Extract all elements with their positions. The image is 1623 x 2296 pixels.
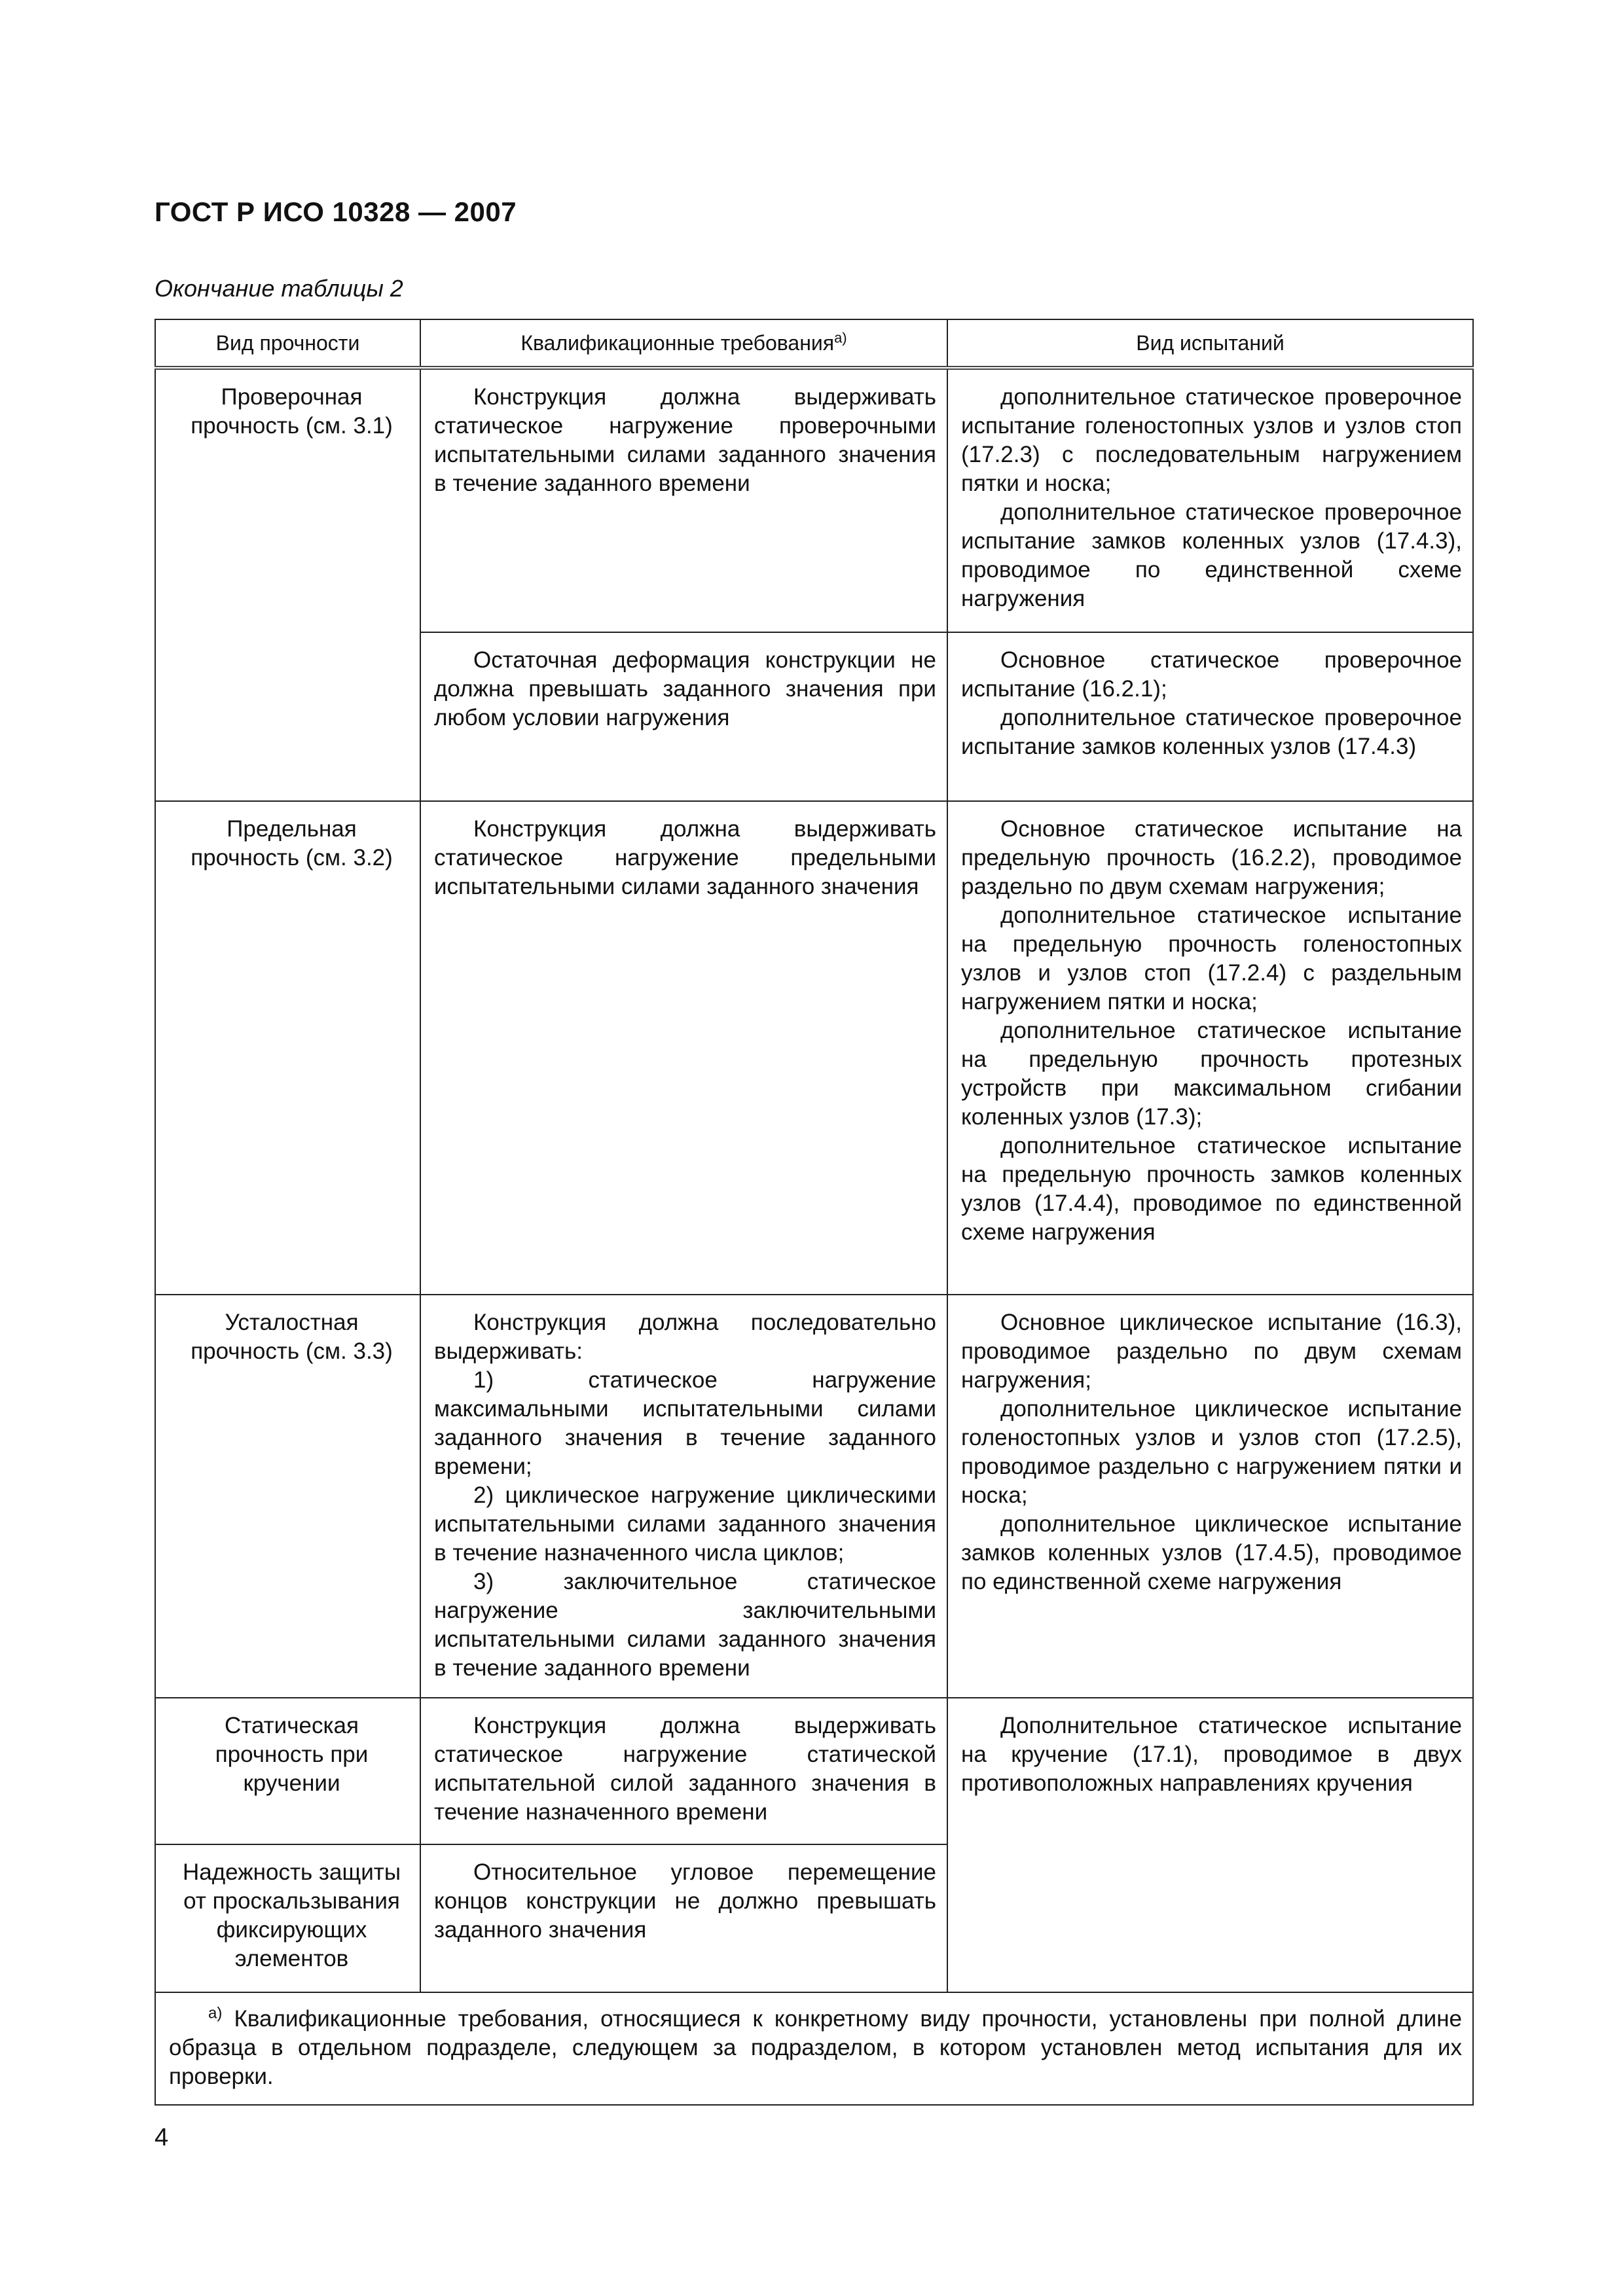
row-proof-requirement-a: Конструкция должна выдерживать статическое нагружение проверочными испытательными силами заданного значения в течение заданного времени <box>420 368 947 632</box>
row-ultimate-tests: Основное статическое испытание на предельную прочность (16.2.2), проводимое раздельно по двум схемам нагружения; дополнительное статическое испытание на предельную прочность голеностопных узлов и узлов стоп (17.2.4) с раздельным нагружением пятки и носка; дополнительное статическое испытание на предельную прочность протезных устройств при максимальном сгибании коленных узлов (17.3); дополнительное статическое испытание на предельную прочность замков коленных узлов (17.4.4), проводимое по единственной схеме нагружения <box>947 801 1473 1295</box>
row-torsion-tests: Дополнительное статическое испытание на кручение (17.1), проводимое в двух противоположных направлениях кручения <box>947 1698 1473 1992</box>
row-ultimate-requirement: Конструкция должна выдерживать статическое нагружение предельными испытательными силами заданного значения <box>420 801 947 1295</box>
table-row <box>155 801 1473 1295</box>
footnote-mark: а) <box>208 2004 223 2022</box>
row-slip-protection-type: Надежность защиты от проскальзывания фиксирующих элементов <box>155 1844 420 1992</box>
table-row <box>155 1295 1473 1698</box>
table-footnote <box>155 1992 1473 2105</box>
row-fatigue-strength-type: Усталостная прочность (см. 3.3) <box>155 1295 420 1698</box>
table-footnote-row <box>155 1992 1473 2105</box>
row-fatigue-requirement: Конструкция должна последовательно выдерживать: 1) статическое нагружение максимальными испытательными силами заданного значения в течение заданного времени; 2) циклическое нагружение циклическими испытательными силами заданного значения в течение назначенного числа циклов; 3) заключительное статическое нагружение заключительными испытательными силами заданного значения в течение заданного времени <box>420 1295 947 1698</box>
document-title: ГОСТ Р ИСО 10328 — 2007 <box>155 196 517 227</box>
row-torsion-requirement: Конструкция должна выдерживать статическое нагружение статической испытательной силой заданного значения в течение назначенного времени <box>420 1698 947 1844</box>
footnote-text: Квалификационные требования, относящиеся к конкретному виду прочности, установлены при полной длине образца в отдельном подразделе, следующем за подразделом, в котором установлен метод испытания для их проверки. <box>169 2006 1462 2089</box>
table-row <box>155 1698 1473 1844</box>
row-proof-tests-b: Основное статическое проверочное испытание (16.2.1); дополнительное статическое проверочное испытание замков коленных узлов (17.4.3) <box>947 632 1473 801</box>
page-number: 4 <box>155 2124 169 2151</box>
header-test-type: Вид испытаний <box>947 319 1473 368</box>
header-requirements: Квалификационные требования$^{а)}$ <box>420 319 947 368</box>
row-proof-strength-type: Проверочная прочность (см. 3.1) <box>155 368 420 801</box>
table-caption: Окончание таблицы 2 <box>155 275 403 302</box>
header-strength-type: Вид прочности <box>155 319 420 368</box>
row-slip-protection-requirement: Относительное угловое перемещение концов конструкции не должно превышать заданного значения <box>420 1844 947 1992</box>
row-proof-tests-a: дополнительное статическое проверочное испытание голеностопных узлов и узлов стоп (17.2.3) с последовательным нагружением пятки и носка; дополнительное статическое проверочное испытание замков коленных узлов (17.4.3), проводимое по единственной схеме нагружения <box>947 368 1473 632</box>
header-footnote-mark: а) <box>834 329 847 346</box>
row-proof-requirement-b: Остаточная деформация конструкции не должна превышать заданного значения при любом условии нагружения <box>420 632 947 801</box>
row-fatigue-tests: Основное циклическое испытание (16.3), проводимое раздельно по двум схемам нагружения; дополнительное циклическое испытание голеностопных узлов и узлов стоп (17.2.5), проводимое раздельно с нагружением пятки и носка; дополнительное циклическое испытание замков коленных узлов (17.4.5), проводимое по единственной схеме нагружения <box>947 1295 1473 1698</box>
strength-table <box>155 319 1474 2106</box>
table-header-row <box>155 319 1473 368</box>
row-ultimate-strength-type: Предельная прочность (см. 3.2) <box>155 801 420 1295</box>
table-row <box>155 368 1473 632</box>
row-torsion-strength-type: Статическая прочность при кручении <box>155 1698 420 1844</box>
